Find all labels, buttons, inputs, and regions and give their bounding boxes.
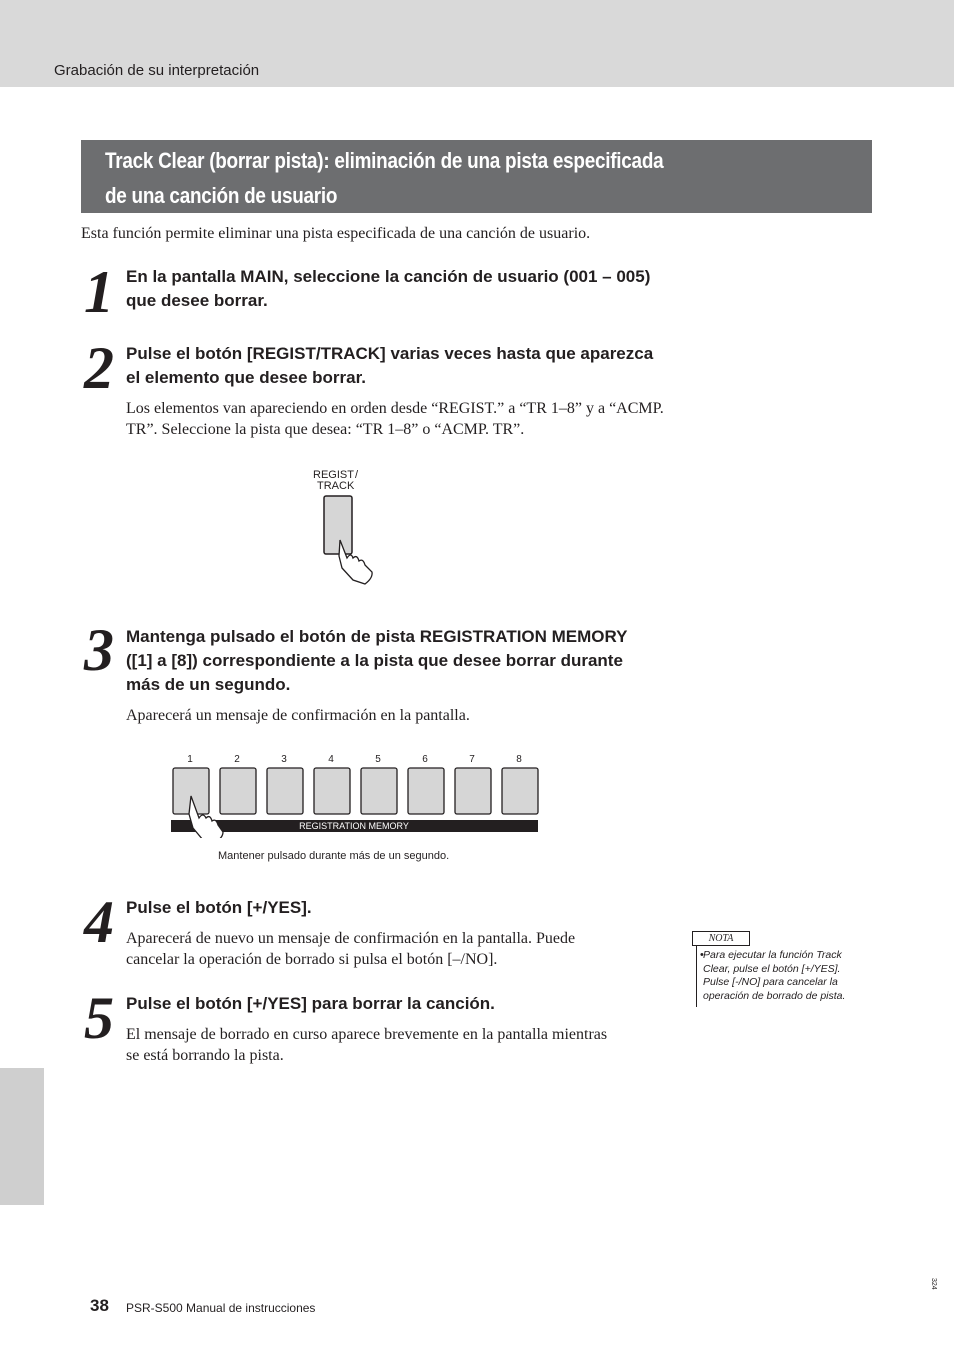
- registration-button-label-4: 4: [328, 754, 334, 765]
- step-5-heading: Pulse el botón [+/YES] para borrar la canción.: [126, 994, 495, 1013]
- step-4-heading: Pulse el botón [+/YES].: [126, 898, 312, 917]
- regist-label: REGIST: [313, 469, 354, 481]
- step-2-heading: Pulse el botón [REGIST/TRACK] varias veces hasta que aparezca el elemento que desee borrar.: [126, 344, 654, 387]
- side-code: 324: [930, 1278, 937, 1290]
- step-number-1: 1: [84, 259, 114, 325]
- registration-button-2: [220, 768, 256, 814]
- page-header-title: Grabación de su interpretación: [54, 62, 260, 79]
- registration-button-label-6: 6: [422, 754, 428, 765]
- registration-button-label-1: 1: [187, 754, 193, 765]
- step-4-body: Aparecerá de nuevo un mensaje de confirmación en la pantalla. Puede cancelar la operación de borrado si pulsa el botón [–/NO].: [126, 930, 576, 968]
- registration-memory-illustration: [165, 748, 545, 838]
- nota-rule: [696, 945, 697, 1007]
- nota-text: Para ejecutar la función Track Clear, pulse el botón [+/YES]. Pulse [-/NO] para cancelar la operación de borrado de pista.: [703, 949, 846, 1002]
- nota-box: [690, 931, 880, 1009]
- registration-button-3: [267, 768, 303, 814]
- step-3-heading: Mantenga pulsado el botón de pista REGISTRATION MEMORY ([1] a [8]) correspondiente a la pista que desee borrar durante más de un segundo.: [126, 627, 628, 694]
- page-number: 38: [90, 1296, 109, 1315]
- registration-button-6: [408, 768, 444, 814]
- side-tab: [0, 1068, 44, 1205]
- registration-button-5: [361, 768, 397, 814]
- registration-memory-label: REGISTRATION MEMORY: [299, 821, 409, 831]
- nota-label: NOTA: [692, 931, 750, 946]
- regist-track-button-illustration: [295, 466, 415, 596]
- track-label: TRACK: [317, 480, 355, 492]
- intro-text: Esta función permite eliminar una pista especificada de una canción de usuario.: [81, 225, 591, 242]
- step-number-3: 3: [84, 617, 114, 683]
- registration-button-8: [502, 768, 538, 814]
- step-number-5: 5: [84, 985, 114, 1051]
- registration-button-label-2: 2: [234, 754, 240, 765]
- registration-button-label-5: 5: [375, 754, 381, 765]
- step-3-body: Aparecerá un mensaje de confirmación en la pantalla.: [126, 707, 470, 724]
- registration-button-label-7: 7: [469, 754, 475, 765]
- regist-track-button: [324, 496, 352, 554]
- registration-memory-caption: Mantener pulsado durante más de un segundo.: [218, 850, 450, 862]
- manual-title: PSR-S500 Manual de instrucciones: [126, 1301, 316, 1315]
- registration-button-4: [314, 768, 350, 814]
- step-number-4: 4: [84, 889, 114, 955]
- regist-slash: /: [355, 469, 359, 481]
- nota-bullet: •: [700, 949, 704, 961]
- step-2-body: Los elementos van apareciendo en orden desde “REGIST.” a “TR 1–8” y a “ACMP. TR”. Seleccione la pista que desea: “TR 1–8” o “ACMP. TR”.: [126, 400, 664, 438]
- section-title: Track Clear (borrar pista): eliminación de una pista especificada de una canción de usuario: [105, 148, 664, 208]
- registration-button-7: [455, 768, 491, 814]
- registration-button-label-3: 3: [281, 754, 287, 765]
- step-1-heading: En la pantalla MAIN, seleccione la canción de usuario (001 – 005) que desee borrar.: [126, 267, 651, 310]
- registration-button-label-8: 8: [516, 754, 522, 765]
- step-5-body: El mensaje de borrado en curso aparece brevemente en la pantalla mientras se está borrando la pista.: [126, 1026, 608, 1064]
- step-number-2: 2: [84, 335, 114, 401]
